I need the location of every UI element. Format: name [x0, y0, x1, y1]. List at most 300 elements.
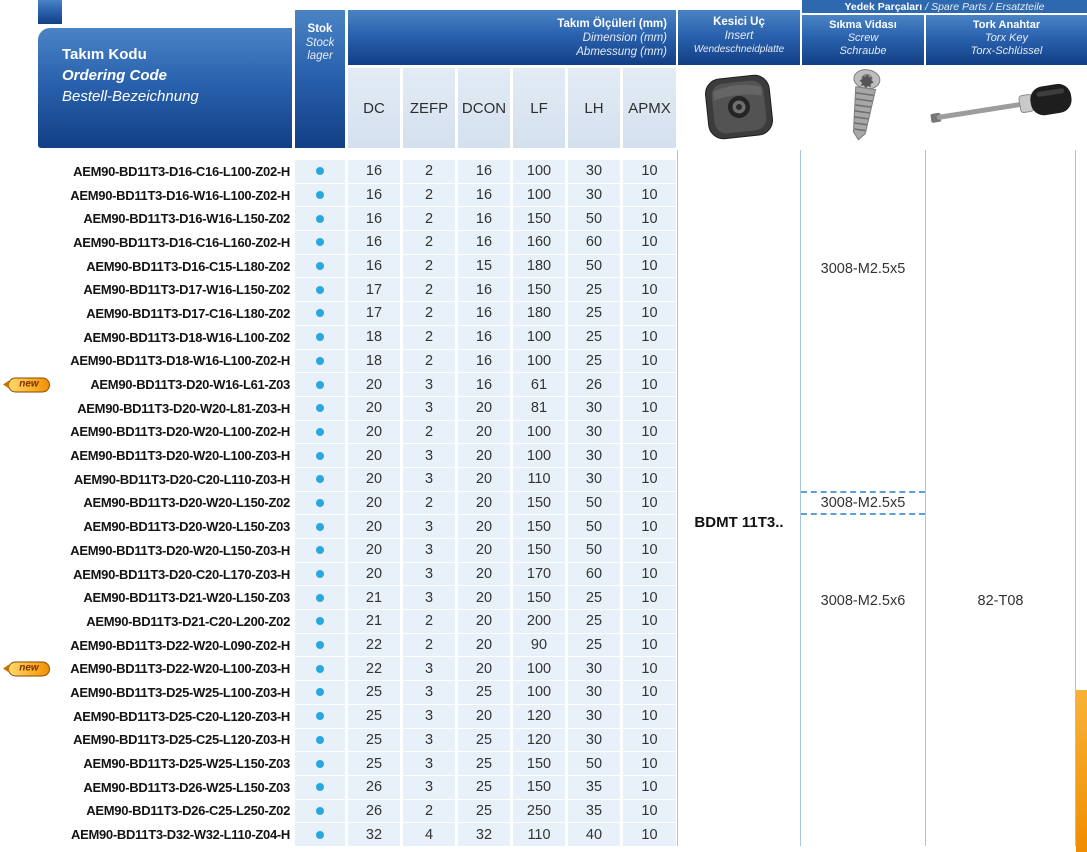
spare-parts-title-de: Ersatzteile [995, 0, 1045, 13]
torx-key-icon [928, 74, 1074, 140]
dcon-value: 16 [458, 302, 510, 325]
dcon-value: 16 [458, 160, 510, 183]
lh-value: 30 [568, 657, 620, 680]
stock-dot [316, 523, 324, 531]
column-header-lh: LH [568, 68, 620, 148]
lh-value: 30 [568, 184, 620, 207]
lh-value: 50 [568, 255, 620, 278]
stock-cell [295, 231, 345, 254]
dcon-value: 16 [458, 231, 510, 254]
table-row [38, 681, 676, 704]
table-body [19, 160, 676, 846]
stock-cell [295, 184, 345, 207]
stock-dot [316, 617, 324, 625]
lh-value: 50 [568, 752, 620, 775]
dcon-value: 16 [458, 326, 510, 349]
lh-value: 30 [568, 705, 620, 728]
spare-parts-title-separator: / [925, 0, 929, 13]
apmx-value: 10 [623, 207, 676, 230]
zefp-value: 3 [403, 776, 455, 799]
apmx-value: 10 [623, 634, 676, 657]
dcon-value: 25 [458, 752, 510, 775]
ordering-code: AEM90-BD11T3-D21-C20-L200-Z02 [86, 613, 290, 629]
lf-value: 81 [513, 397, 565, 420]
lh-value: 26 [568, 373, 620, 396]
table-row [38, 255, 676, 278]
zefp-value: 2 [403, 207, 455, 230]
stock-cell [295, 444, 345, 467]
ordering-code: AEM90-BD11T3-D21-W20-L150-Z03 [83, 590, 290, 606]
table-row [38, 634, 676, 657]
stock-cell [295, 705, 345, 728]
table-row [38, 468, 676, 491]
stock-dot [316, 452, 324, 460]
zefp-value: 2 [403, 255, 455, 278]
apmx-value: 10 [623, 231, 676, 254]
zefp-value: 3 [403, 515, 455, 538]
dcon-value: 20 [458, 492, 510, 515]
dc-value: 16 [348, 207, 400, 230]
lh-value: 30 [568, 397, 620, 420]
stock-cell [295, 302, 345, 325]
table-row [38, 231, 676, 254]
dc-value: 18 [348, 326, 400, 349]
lf-value: 150 [513, 539, 565, 562]
screw-header-tr: Sıkma Vidası [829, 19, 897, 31]
table-row [38, 563, 676, 586]
dc-value: 20 [348, 421, 400, 444]
apmx-value: 10 [623, 160, 676, 183]
apmx-value: 10 [623, 657, 676, 680]
dimension-subheader-row [348, 68, 676, 148]
zefp-value: 2 [403, 326, 455, 349]
lf-value: 180 [513, 255, 565, 278]
screw-photo [802, 64, 924, 150]
ordering-code: AEM90-BD11T3-D25-C20-L120-Z03-H [73, 708, 290, 724]
zefp-value: 3 [403, 729, 455, 752]
dc-value: 16 [348, 255, 400, 278]
screw-header-de: Schraube [839, 45, 887, 57]
insert-column-body [678, 160, 800, 846]
column-header-dc: DC [348, 68, 400, 148]
zefp-value: 2 [403, 160, 455, 183]
dcon-value: 20 [458, 586, 510, 609]
column-divider [1075, 150, 1076, 846]
spare-parts-title-tr: Yedek Parçaları [844, 0, 923, 13]
stock-cell [295, 207, 345, 230]
zefp-value: 4 [403, 823, 455, 846]
dcon-value: 20 [458, 705, 510, 728]
apmx-value: 10 [623, 823, 676, 846]
stock-dot [316, 594, 324, 602]
stock-dot [316, 286, 324, 294]
dc-value: 17 [348, 302, 400, 325]
stock-cell [295, 539, 345, 562]
stock-cell [295, 350, 345, 373]
stock-cell [295, 776, 345, 799]
apmx-value: 10 [623, 326, 676, 349]
torx-column-header [926, 15, 1087, 65]
stock-cell [295, 326, 345, 349]
apmx-value: 10 [623, 444, 676, 467]
dc-value: 16 [348, 160, 400, 183]
zefp-value: 3 [403, 657, 455, 680]
table-row [38, 515, 676, 538]
dc-value: 20 [348, 397, 400, 420]
stock-dot [316, 499, 324, 507]
column-header-zefp: ZEFP [403, 68, 455, 148]
zefp-value: 3 [403, 373, 455, 396]
lf-value: 200 [513, 610, 565, 633]
zefp-value: 3 [403, 681, 455, 704]
dc-value: 26 [348, 800, 400, 823]
screw-header-en: Screw [847, 32, 879, 44]
lh-value: 30 [568, 468, 620, 491]
orange-accent-bar [1076, 690, 1087, 852]
stock-dot [316, 475, 324, 483]
lh-value: 30 [568, 729, 620, 752]
dc-value: 25 [348, 752, 400, 775]
stock-dot [316, 262, 324, 270]
column-header-lf: LF [513, 68, 565, 148]
dcon-value: 32 [458, 823, 510, 846]
stock-dot [316, 736, 324, 744]
stock-cell [295, 610, 345, 633]
dc-value: 25 [348, 729, 400, 752]
lf-value: 61 [513, 373, 565, 396]
lf-value: 100 [513, 681, 565, 704]
stock-cell [295, 563, 345, 586]
ordering-code-header-en: Ordering Code [62, 67, 168, 84]
lh-value: 25 [568, 302, 620, 325]
spare-parts-title-en: Spare Parts [931, 0, 987, 13]
dimensions-header [348, 10, 676, 65]
dcon-value: 16 [458, 350, 510, 373]
lf-value: 110 [513, 823, 565, 846]
lh-value: 25 [568, 634, 620, 657]
lh-value: 60 [568, 563, 620, 586]
apmx-value: 10 [623, 255, 676, 278]
stock-cell [295, 729, 345, 752]
torx-header-tr: Tork Anahtar [972, 19, 1041, 31]
dc-value: 21 [348, 586, 400, 609]
lf-value: 100 [513, 184, 565, 207]
stock-cell [295, 278, 345, 301]
ordering-code: AEM90-BD11T3-D20-C20-L170-Z03-H [73, 566, 290, 582]
torx-header-de: Torx-Schlüssel [970, 45, 1043, 57]
dcon-value: 16 [458, 207, 510, 230]
ordering-code: AEM90-BD11T3-D16-W16-L100-Z02-H [70, 187, 290, 203]
stock-dot [316, 641, 324, 649]
ordering-code-header-tr: Takım Kodu [62, 46, 147, 63]
apmx-value: 10 [623, 184, 676, 207]
dc-value: 20 [348, 492, 400, 515]
apmx-value: 10 [623, 302, 676, 325]
stock-dot [316, 333, 324, 341]
lh-value: 50 [568, 515, 620, 538]
stock-dot [316, 238, 324, 246]
ordering-code: AEM90-BD11T3-D20-W20-L81-Z03-H [77, 400, 290, 416]
lh-value: 25 [568, 350, 620, 373]
apmx-value: 10 [623, 278, 676, 301]
lh-value: 25 [568, 586, 620, 609]
new-badge [8, 661, 50, 676]
zefp-value: 2 [403, 184, 455, 207]
lf-value: 100 [513, 160, 565, 183]
screw-column-header [802, 15, 924, 65]
table-row [38, 421, 676, 444]
stock-cell [295, 421, 345, 444]
dc-value: 32 [348, 823, 400, 846]
dcon-value: 20 [458, 515, 510, 538]
zefp-value: 2 [403, 350, 455, 373]
table-row [38, 586, 676, 609]
new-badge-label: new [19, 378, 39, 390]
apmx-value: 10 [623, 776, 676, 799]
lf-value: 100 [513, 444, 565, 467]
spare-parts-title-bar [802, 0, 1087, 13]
lh-value: 30 [568, 681, 620, 704]
table-row [38, 350, 676, 373]
ordering-code: AEM90-BD11T3-D20-W20-L150-Z02 [83, 495, 290, 511]
table-row [38, 397, 676, 420]
dc-value: 22 [348, 634, 400, 657]
lh-value: 35 [568, 800, 620, 823]
stock-dot [316, 760, 324, 768]
apmx-value: 10 [623, 373, 676, 396]
column-header-apmx: APMX [623, 68, 676, 148]
stock-header-de: lager [307, 50, 333, 62]
apmx-value: 10 [623, 705, 676, 728]
ordering-code: AEM90-BD11T3-D25-C25-L120-Z03-H [73, 732, 290, 748]
lh-value: 25 [568, 326, 620, 349]
apmx-value: 10 [623, 610, 676, 633]
stock-dot [316, 381, 324, 389]
zefp-value: 2 [403, 492, 455, 515]
apmx-value: 10 [623, 800, 676, 823]
table-row [38, 823, 676, 846]
ordering-code: AEM90-BD11T3-D26-W25-L150-Z03 [83, 779, 290, 795]
dc-value: 20 [348, 373, 400, 396]
table-row [38, 326, 676, 349]
stock-dot [316, 357, 324, 365]
ordering-code: AEM90-BD11T3-D18-W16-L100-Z02-H [70, 353, 290, 369]
screw-code-group-2: 3008-M2.5x5 [820, 495, 906, 511]
dcon-value: 25 [458, 681, 510, 704]
dc-value: 17 [348, 278, 400, 301]
ordering-code: AEM90-BD11T3-D20-W16-L61-Z03 [90, 377, 290, 393]
dcon-value: 15 [458, 255, 510, 278]
lh-value: 35 [568, 776, 620, 799]
lh-value: 50 [568, 207, 620, 230]
lf-value: 160 [513, 231, 565, 254]
lf-value: 150 [513, 492, 565, 515]
stock-cell [295, 468, 345, 491]
dimensions-header-de: Abmessung (mm) [576, 46, 667, 58]
dc-value: 20 [348, 539, 400, 562]
ordering-code: AEM90-BD11T3-D20-C20-L110-Z03-H [73, 471, 290, 487]
lf-value: 150 [513, 207, 565, 230]
lh-value: 25 [568, 610, 620, 633]
lf-value: 170 [513, 563, 565, 586]
lf-value: 90 [513, 634, 565, 657]
stock-cell [295, 681, 345, 704]
dc-value: 20 [348, 515, 400, 538]
table-row [19, 657, 676, 680]
ordering-code: AEM90-BD11T3-D20-W20-L150-Z03 [83, 519, 290, 535]
lf-value: 150 [513, 515, 565, 538]
stock-cell [295, 515, 345, 538]
stock-cell [295, 800, 345, 823]
screw-code-group-3: 3008-M2.5x6 [820, 593, 906, 609]
torx-screw-icon [840, 67, 886, 147]
ordering-code: AEM90-BD11T3-D17-C16-L180-Z02 [86, 305, 290, 321]
stock-dot [316, 546, 324, 554]
lf-value: 150 [513, 278, 565, 301]
insert-photo [678, 64, 800, 150]
table-row [38, 610, 676, 633]
ordering-code: AEM90-BD11T3-D16-C15-L180-Z02 [86, 258, 290, 274]
dcon-value: 20 [458, 563, 510, 586]
table-row [38, 302, 676, 325]
table-row [38, 752, 676, 775]
lh-value: 30 [568, 160, 620, 183]
lf-value: 150 [513, 586, 565, 609]
table-row [38, 492, 676, 515]
stock-dot [316, 191, 324, 199]
dcon-value: 20 [458, 610, 510, 633]
torx-header-en: Torx Key [984, 32, 1028, 44]
dc-value: 16 [348, 231, 400, 254]
ordering-code: AEM90-BD11T3-D18-W16-L100-Z02 [83, 329, 290, 345]
ordering-code: AEM90-BD11T3-D20-W20-L150-Z03-H [70, 542, 290, 558]
corner-decoration [38, 0, 62, 24]
dc-value: 20 [348, 563, 400, 586]
stock-cell [295, 752, 345, 775]
zefp-value: 2 [403, 421, 455, 444]
lf-value: 250 [513, 800, 565, 823]
stock-cell [295, 492, 345, 515]
dc-value: 21 [348, 610, 400, 633]
screw-code-group-1: 3008-M2.5x5 [820, 261, 906, 277]
dcon-value: 16 [458, 278, 510, 301]
stock-cell [295, 255, 345, 278]
dcon-value: 25 [458, 776, 510, 799]
apmx-value: 10 [623, 492, 676, 515]
lh-value: 60 [568, 231, 620, 254]
apmx-value: 10 [623, 468, 676, 491]
zefp-value: 3 [403, 397, 455, 420]
apmx-value: 10 [623, 681, 676, 704]
apmx-value: 10 [623, 350, 676, 373]
apmx-value: 10 [623, 563, 676, 586]
stock-dot [316, 712, 324, 720]
dc-value: 16 [348, 184, 400, 207]
lf-value: 100 [513, 326, 565, 349]
ordering-code: AEM90-BD11T3-D32-W32-L110-Z04-H [71, 827, 290, 843]
stock-dot [316, 309, 324, 317]
dcon-value: 25 [458, 800, 510, 823]
stock-cell [295, 160, 345, 183]
lh-value: 40 [568, 823, 620, 846]
screw-column-body [801, 160, 925, 846]
table-row [38, 800, 676, 823]
table-row [38, 184, 676, 207]
ordering-code: AEM90-BD11T3-D26-C25-L250-Z02 [86, 803, 290, 819]
dc-value: 20 [348, 468, 400, 491]
stock-dot [316, 167, 324, 175]
dc-value: 26 [348, 776, 400, 799]
zefp-value: 3 [403, 539, 455, 562]
table-row [38, 207, 676, 230]
insert-header-de: Wendeschneidplatte [693, 44, 785, 55]
lh-value: 30 [568, 421, 620, 444]
zefp-value: 3 [403, 444, 455, 467]
insert-column-header [678, 10, 800, 65]
dc-value: 25 [348, 681, 400, 704]
lh-value: 25 [568, 278, 620, 301]
stock-cell [295, 634, 345, 657]
zefp-value: 2 [403, 634, 455, 657]
stock-cell [295, 657, 345, 680]
zefp-value: 3 [403, 752, 455, 775]
zefp-value: 3 [403, 705, 455, 728]
column-header-dcon: DCON [458, 68, 510, 148]
new-badge [8, 377, 50, 392]
dc-value: 22 [348, 657, 400, 680]
insert-header-en: Insert [724, 29, 754, 42]
table-row [38, 539, 676, 562]
zefp-value: 2 [403, 800, 455, 823]
stock-dot [316, 404, 324, 412]
table-row [38, 729, 676, 752]
torx-key-photo [926, 64, 1075, 150]
dc-value: 25 [348, 705, 400, 728]
table-row [38, 444, 676, 467]
stock-cell [295, 586, 345, 609]
lf-value: 150 [513, 752, 565, 775]
lh-value: 50 [568, 492, 620, 515]
stock-dot [316, 783, 324, 791]
dimensions-header-en: Dimension (mm) [582, 32, 667, 44]
apmx-value: 10 [623, 539, 676, 562]
zefp-value: 2 [403, 610, 455, 633]
stock-cell [295, 823, 345, 846]
dcon-value: 20 [458, 468, 510, 491]
zefp-value: 3 [403, 468, 455, 491]
table-row [38, 705, 676, 728]
lf-value: 100 [513, 421, 565, 444]
dcon-value: 20 [458, 634, 510, 657]
lf-value: 100 [513, 657, 565, 680]
dcon-value: 16 [458, 373, 510, 396]
stock-cell [295, 373, 345, 396]
ordering-code: AEM90-BD11T3-D20-W20-L100-Z02-H [70, 424, 290, 440]
stock-header-tr: Stok [307, 23, 333, 35]
ordering-code-header [38, 28, 292, 148]
ordering-code: AEM90-BD11T3-D16-C16-L160-Z02-H [73, 234, 290, 250]
dc-value: 20 [348, 444, 400, 467]
insert-code: BDMT 11T3.. [694, 514, 784, 531]
apmx-value: 10 [623, 586, 676, 609]
ordering-code: AEM90-BD11T3-D25-W25-L150-Z03 [83, 756, 290, 772]
torx-column-body [926, 160, 1075, 846]
dcon-value: 20 [458, 539, 510, 562]
insert-header-tr: Kesici Uç [713, 16, 765, 28]
apmx-value: 10 [623, 397, 676, 420]
ordering-code: AEM90-BD11T3-D16-W16-L150-Z02 [83, 211, 290, 227]
lf-value: 180 [513, 302, 565, 325]
